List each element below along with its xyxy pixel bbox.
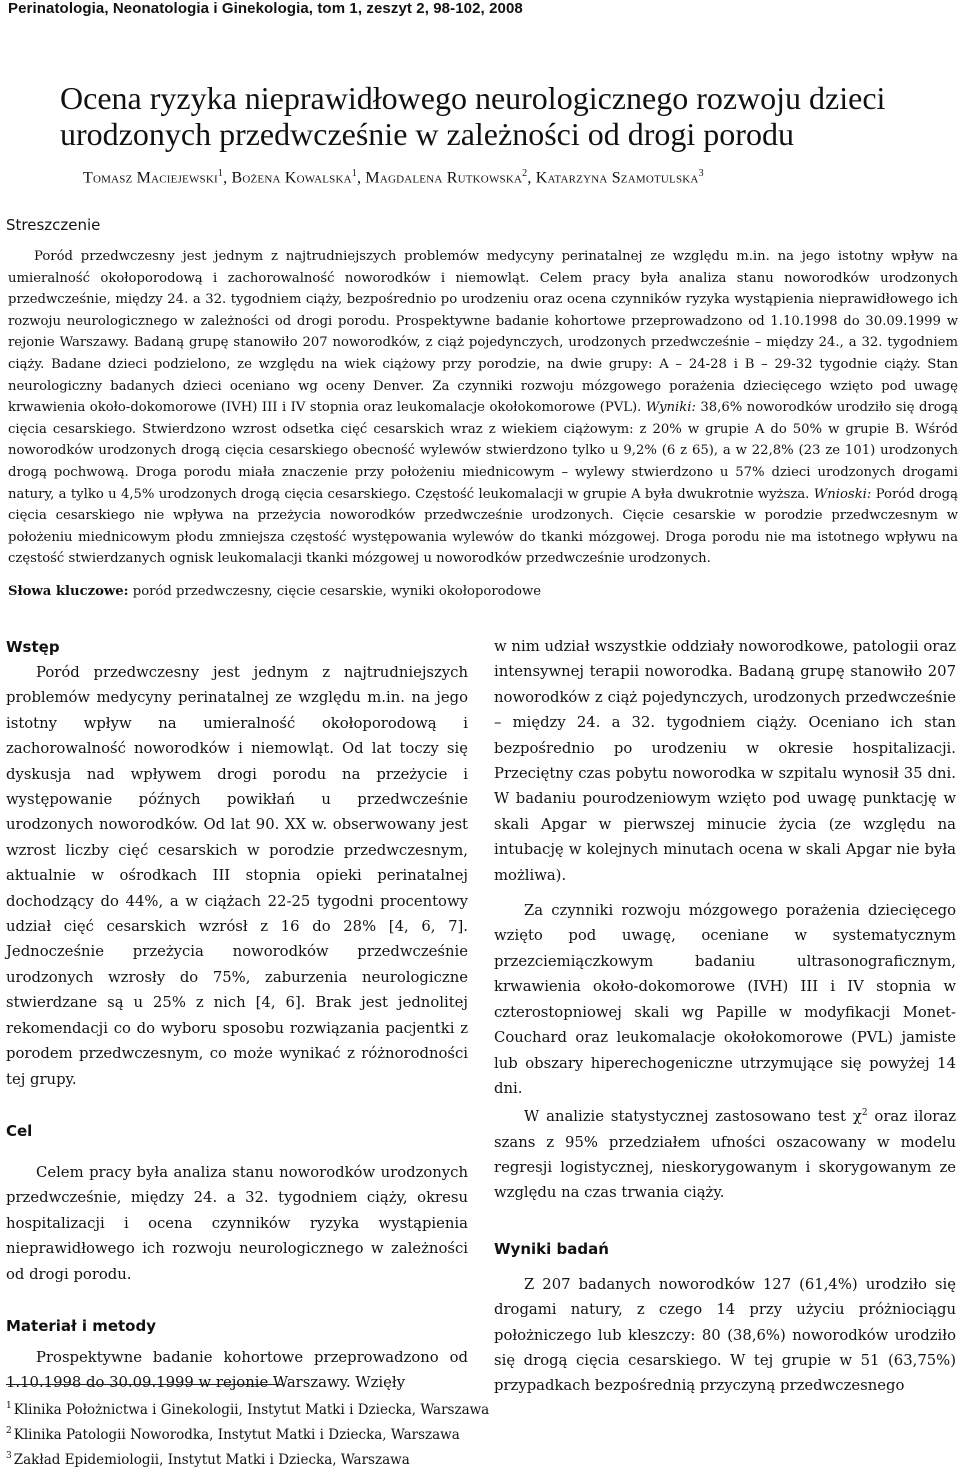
- conclusions-label: Wnioski:: [813, 486, 872, 502]
- abstract-body: [8, 246, 958, 570]
- left-column: [6, 634, 468, 1396]
- abstract-part-2: 38,6% noworodków urodziło się drogą cięcia cesarskiego. Stwierdzono wzrost odsetka cięć cesarskich wraz z wiekiem ciążowym: z 20% w grupie A do 50% w grupie B. Wśród noworodków urodzonych drogą cięcia cesarskiego obecność wylewów stwierdzono tylko u 9,2% (6 z 65), a w 22,8% (23 ze 101) urodzonych drogą pochwową. Droga porodu miała znaczenie przy położeniu miednicowym – wylewy stwierdzono u 57% dzieci urodzonych drogami natury, a tylko u 4,5% urodzonych drogą cięcia cesarskiego. Częstość leukomalacji w grupie A była dwukrotnie wyższa.: [8, 400, 958, 502]
- author-list: Tomasz Maciejewski$^1$, Bożena Kowalska$^1$, Magdalena Rutkowska$^2$, Katarzyna Szamotulska$^3$: [83, 168, 704, 187]
- right-paragraph-2: Za czynniki rozwoju mózgowego porażenia dziecięcego wzięto pod uwagę, oceniane w systematycznym przezciemiączkowym badaniu ultrasonograficznym, krwawienia około-dokomorowe (IVH) III i IV stopnia w czterostopniowej skali wg Papille w modyfikacji Monet-Couchard oraz leukomalacje okołokomorowe (PVL) jamiste lub obszary hiperechogeniczne utrzymujące się powyżej 14 dni.: [494, 902, 956, 1097]
- author-name: Bożena Kowalska: [231, 169, 352, 187]
- chi-square-superscript: 2: [861, 1108, 868, 1119]
- author-name: Katarzyna Szamotulska: [535, 169, 699, 187]
- footnote-divider: [6, 1384, 282, 1385]
- footnote-item: [6, 1446, 606, 1471]
- footnote-item: [6, 1396, 606, 1421]
- title-line-2: urodzonych przedwcześnie w zależności od drogi porodu: [60, 116, 794, 152]
- article-title: [60, 80, 920, 152]
- abstract-part-1: Poród przedwczesny jest jednym z najtrudniejszych problemów medycyny perinatalnej ze względu m.in. na jego istotny wpływ na umieralność okołoporodową i zachorowalność noworodków i niemowląt. Celem pracy była analiza stanu noworodków urodzonych przedwcześnie, między 24. a 32. tygodniem ciąży, bezpośrednio po urodzeniu oraz ocena czynników ryzyka wystąpienia nieprawidłowego ich rozwoju neurologicznego w zależności od drogi porodu. Prospektywne badanie kohortowe przeprowadzono od 1.10.1998 do 30.09.1999 w rejonie Warszawy. Badaną grupę stanowiło 207 noworodków, z ciąż pojedynczych, urodzonych przedwcześnie – między 24., a 32. tygodniem ciąży. Badane dzieci podzielono, ze względu na wiek ciążowy przy porodzie, na dwie grupy: A – 24-28 i B – 29-32 tygodnie ciąży. Stan neurologiczny badanych dzieci oceniano wg oceny Denver. Za czynniki rozwoju mózgowego porażenia dziecięcego wzięto pod uwagę krwawienia około-dokomorowe (IVH) III i IV stopnia oraz leukomalacje okołokomorowe (PVL).: [8, 249, 958, 416]
- keywords-label: Słowa kluczowe:: [8, 584, 129, 599]
- footnote-number: 2: [6, 1426, 12, 1436]
- keywords: [8, 584, 958, 599]
- cel-paragraph: Celem pracy była analiza stanu noworodków urodzonych przedwcześnie, między 24. a 32. tygodniem ciąży, okresu hospitalizacji i ocena czynników ryzyka wystąpienia nieprawidłowego ich rozwoju neurologicznego w zależności od drogi porodu.: [6, 1163, 468, 1283]
- footnotes: [6, 1396, 606, 1471]
- wyniki-paragraph: Z 207 badanych noworodków 127 (61,4%) urodziło się drogami natury, z czego 14 przy użyciu próżniociągu położniczego lub kleszczy: 80 (38,6%) noworodków urodziło się drogą cięcia cesarskiego. W tej grupie w 51 (63,75%) przypadkach bezpośrednią przyczyną przedwczesnego: [494, 1275, 956, 1395]
- right-column: [494, 634, 956, 1399]
- section-heading-wstep: Wstęp: [6, 638, 60, 656]
- stats-text-b: oraz iloraz szans z 95% przedziałem ufności oszacowany w modelu regresji logistycznej, nieskorygowanym i skorygowanym ze względu na czas trwania ciąży.: [494, 1108, 956, 1202]
- keywords-text: poród przedwczesny, cięcie cesarskie, wyniki okołoporodowe: [132, 584, 542, 599]
- author-name: Tomasz Maciejewski: [83, 169, 218, 187]
- right-paragraph-3: [494, 1101, 956, 1206]
- footnote-item: [6, 1421, 606, 1446]
- author-affiliation: 1: [217, 168, 224, 179]
- author-affiliation: 2: [522, 168, 528, 179]
- author-affiliation: 1: [351, 168, 357, 179]
- right-paragraph-1: w nim udział wszystkie oddziały noworodkowe, patologii oraz intensywnej terapii noworodka. Badaną grupę stanowiło 207 noworodków z ciąż pojedynczych, urodzonych przedwcześnie – między 24. a 32. tygodniem ciąży. Oceniano ich stan bezpośrednio po urodzeniu w okresie hospitalizacji. Przeciętny czas pobytu noworodka w szpitalu wynosił 35 dni. W badaniu pourodzeniowym wzięto pod uwagę punktację w skali Apgar w pierwszej minucie życia (ze względu na intubację w kolejnych minutach ocena w skali Apgar nie była możliwa).: [494, 638, 956, 884]
- section-heading-material: Materiał i metody: [6, 1316, 156, 1335]
- footnote-text: Klinika Patologii Noworodka, Instytut Matki i Dziecka, Warszawa: [13, 1427, 460, 1443]
- title-line-1: Ocena ryzyka nieprawidłowego neurologicznego rozwoju dzieci: [60, 80, 886, 116]
- wstep-paragraph: Poród przedwczesny jest jednym z najtrudniejszych problemów medycyny perinatalnej ze względu m.in. na jego istotny wpływ na umieralność okołoporodową i zachorowalność noworodków i niemowląt. Od lat toczy się dyskusja nad wpływem drogi porodu na przeżycie i występowanie późnych powikłań u przedwcześnie urodzonych noworodków. Od lat 90. XX w. obserwowany jest wzrost liczby cięć cesarskich w porodzie przedwczesnym, aktualnie w ośrodkach III stopnia opieki perinatalnej dochodzący do 44%, a w ciążach 22-25 tygodni procentowy udział cięć cesarskich wzrósł z 16 do 28% [4, 6, 7]. Jednocześnie przeżycia noworodków przedwcześnie urodzonych wzrosły do 75%, zaburzenia neurologiczne stwierdzane są u 25% z nich [4, 6]. Brak jest jednolitej rekomendacji co do wyboru sposobu rozwiązania pacjentki z porodem przedwczesnym, co może wynikać z różnorodności tej grupy.: [6, 664, 468, 1088]
- section-heading-wyniki: Wyniki badań: [494, 1239, 609, 1258]
- author-name: Magdalena Rutkowska: [365, 169, 523, 187]
- material-paragraph: Prospektywne badanie kohortowe przeprowadzono od 1.10.1998 do 30.09.1999 w rejonie Warszawy. Wzięły: [6, 1348, 468, 1392]
- stats-text-a: W analizie statystycznej zastosowano test χ: [524, 1108, 862, 1126]
- footnote-number: 1: [6, 1401, 12, 1411]
- journal-header: Perinatologia, Neonatologia i Ginekologia, tom 1, zeszyt 2, 98-102, 2008: [8, 0, 523, 17]
- results-label: Wyniki:: [645, 400, 696, 416]
- footnote-text: Zakład Epidemiologii, Instytut Matki i Dziecka, Warszawa: [13, 1452, 410, 1468]
- footnote-number: 3: [6, 1451, 12, 1461]
- author-affiliation: 3: [698, 168, 704, 179]
- section-heading-cel: Cel: [6, 1121, 33, 1140]
- abstract-heading: Streszczenie: [6, 216, 101, 234]
- abstract-part-3: Poród drogą cięcia cesarskiego nie wpływa na przeżycia noworodków przedwcześnie urodzonych. Cięcie cesarskie w porodzie przedwczesnym w położeniu miednicowym płodu zmniejsza częstość występowania wylewów do tkanki mózgowej. Droga porodu nie ma istotnego wpływu na częstość stwierdzanych ognisk leukomalacji tkanki mózgowej u noworodków przedwcześnie urodzonych.: [8, 486, 958, 567]
- footnote-text: Klinika Położnictwa i Ginekologii, Instytut Matki i Dziecka, Warszawa: [13, 1402, 490, 1418]
